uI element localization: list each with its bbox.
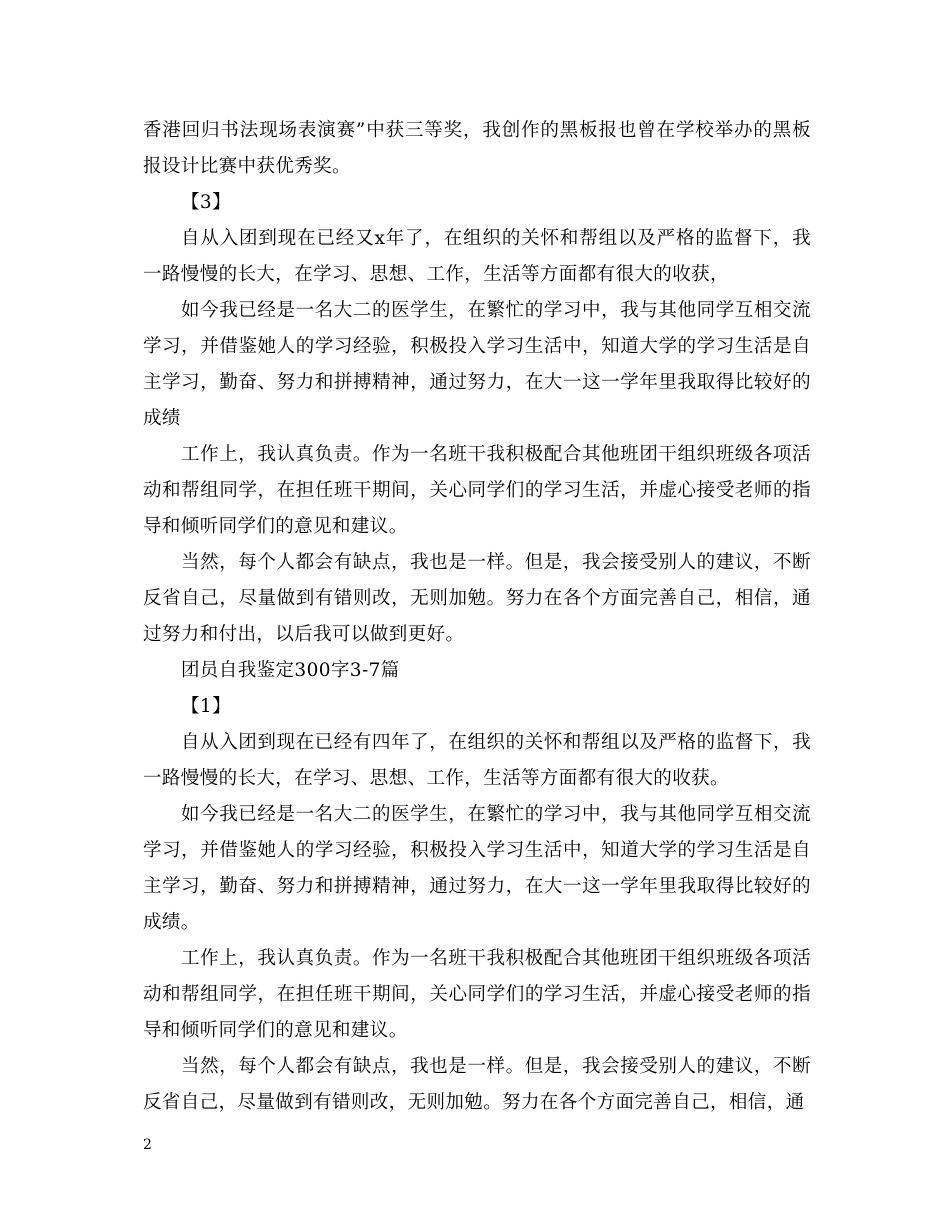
- paragraph-work: 工作上，我认真负责。作为一名班干我积极配合其他班团干组织班级各项活动和帮组同学，在担任班干期间，关心同学们的学习生活，并虚心接受老师的指导和倾听同学们的意见和建议。: [143, 444, 811, 537]
- paragraph-study: 如今我已经是一名大二的医学生，在繁忙的学习中，我与其他同学互相交流学习，并借鉴她人的学习经验，积极投入学习生活中，知道大学的学习生活是自主学习，勤奋、努力和拼搏精神，通过努力，在大一这一学年里我取得比较好的成绩: [143, 300, 811, 429]
- document-body: [143, 113, 811, 1121]
- paragraph-study-2: 如今我已经是一名大二的医学生，在繁忙的学习中，我与其他同学互相交流学习，并借鉴她人的学习经验，积极投入学习生活中，知道大学的学习生活是自主学习，勤奋、努力和拼搏精神，通过努力，在大一这一学年里我取得比较好的成绩。: [143, 804, 811, 933]
- page-number: 2: [143, 1137, 152, 1153]
- paragraph-self-improvement-2: 当然，每个人都会有缺点，我也是一样。但是，我会接受别人的建议，不断反省自己，尽量做到有错则改，无则加勉。努力在各个方面完善自己，相信，通: [143, 1056, 811, 1113]
- paragraph-award-continuation: 香港回归书法现场表演赛”中获三等奖，我创作的黑板报也曾在学校举办的黑板报设计比赛中获优秀奖。: [143, 120, 811, 177]
- section-title: 团员自我鉴定300字3-7篇: [181, 660, 400, 681]
- paragraph-work-2: 工作上，我认真负责。作为一名班干我积极配合其他班团干组织班级各项活动和帮组同学，在担任班干期间，关心同学们的学习生活，并虚心接受老师的指导和倾听同学们的意见和建议。: [143, 948, 811, 1041]
- paragraph-joining-league-2: 自从入团到现在已经有四年了，在组织的关怀和帮组以及严格的监督下，我一路慢慢的长大，在学习、思想、工作，生活等方面都有很大的收获。: [143, 732, 811, 789]
- section-heading-1: 【1】: [181, 696, 231, 717]
- paragraph-joining-league: 自从入团到现在已经又x年了，在组织的关怀和帮组以及严格的监督下，我一路慢慢的长大，在学习、思想、工作，生活等方面都有很大的收获，: [143, 228, 811, 285]
- paragraph-self-improvement: 当然，每个人都会有缺点，我也是一样。但是，我会接受别人的建议，不断反省自己，尽量做到有错则改，无则加勉。努力在各个方面完善自己，相信，通过努力和付出，以后我可以做到更好。: [143, 552, 811, 645]
- section-heading-3: 【3】: [181, 192, 231, 213]
